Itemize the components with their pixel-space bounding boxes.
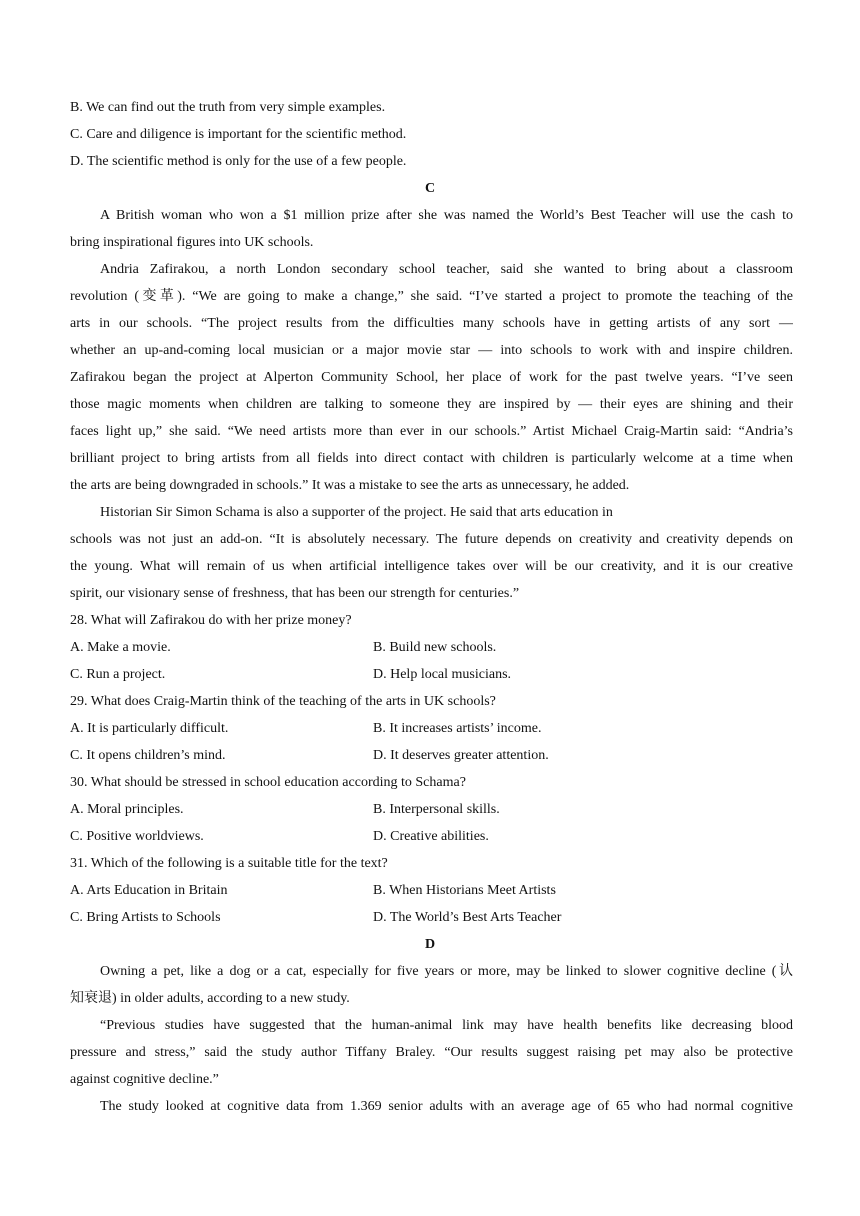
option-c-line: C. Care and diligence is important for the scientific method. (70, 127, 407, 142)
paragraph-line: “Previous studies have suggested that the human-animal link may have health benefits like decreasing blood (100, 1018, 793, 1033)
question-28: 28. What will Zafirakou do with her prize money? (70, 613, 352, 628)
option-d-line: D. The scientific method is only for the use of a few people. (70, 154, 407, 169)
question-30: 30. What should be stressed in school education according to Schama? (70, 775, 466, 790)
paragraph-line: Owning a pet, like a dog or a cat, especially for five years or more, may be linked to slower cognitive decline (认 (100, 964, 793, 979)
paragraph-line: pressure and stress,” said the study author Tiffany Braley. “Our results suggest raising pet may also be protective (70, 1045, 793, 1060)
paragraph-line: the young. What will remain of us when artificial intelligence takes over will be our creativity, and it is our creative (70, 559, 793, 574)
answer-option: C. Run a project. (70, 667, 166, 682)
paragraph-line: faces light up,” she said. “We need artists more than ever in our schools.” Artist Michael Craig-Martin said: “Andria’s (70, 424, 793, 439)
answer-option: D. The World’s Best Arts Teacher (373, 910, 562, 925)
paragraph-line: arts in our schools. “The project results from the difficulties many schools have in getting artists of any sort — (70, 316, 793, 331)
paragraph-line: Andria Zafirakou, a north London secondary school teacher, said she wanted to bring about a classroom (100, 262, 793, 277)
answer-option: D. Creative abilities. (373, 829, 489, 844)
paragraph-line: A British woman who won a $1 million prize after she was named the World’s Best Teacher will use the cash to (100, 208, 793, 223)
answer-option: A. Arts Education in Britain (70, 883, 228, 898)
paragraph-line: whether an up-and-coming local musician or a major movie star — into schools to work with and inspire children. (70, 343, 793, 358)
answer-option: B. When Historians Meet Artists (373, 883, 556, 898)
answer-option: D. Help local musicians. (373, 667, 512, 682)
paragraph-line: revolution (变革). “We are going to make a change,” she said. “I’ve started a project to promote the teaching of the (70, 289, 793, 304)
section-heading-d: D (424, 937, 436, 952)
answer-option: A. Make a movie. (70, 640, 171, 655)
answer-option: B. It increases artists’ income. (373, 721, 542, 736)
option-b-line: B. We can find out the truth from very simple examples. (70, 100, 386, 115)
answer-option: C. It opens children’s mind. (70, 748, 226, 763)
paragraph-line: The study looked at cognitive data from 1.369 senior adults with an average age of 65 who had normal cognitive (100, 1099, 793, 1114)
paragraph-line: brilliant project to bring artists from all fields into direct contact with children is particularly welcome at a time when (70, 451, 793, 466)
answer-option: A. Moral principles. (70, 802, 184, 817)
section-heading-c: C (424, 181, 436, 196)
answer-option: C. Bring Artists to Schools (70, 910, 221, 925)
paragraph-line: against cognitive decline.” (70, 1072, 219, 1087)
paragraph-line: the arts are being downgraded in schools.” It was a mistake to see the arts as unnecessary, he added. (70, 478, 630, 493)
paragraph-line: Historian Sir Simon Schama is also a supporter of the project. He said that arts education in (100, 505, 613, 520)
paragraph-line: schools was not just an add-on. “It is absolutely necessary. The future depends on creativity and creativity depends on (70, 532, 793, 547)
answer-option: B. Interpersonal skills. (373, 802, 500, 817)
answer-option: B. Build new schools. (373, 640, 497, 655)
question-29: 29. What does Craig-Martin think of the teaching of the arts in UK schools? (70, 694, 496, 709)
paragraph-line: those magic moments when children are talking to someone they are inspired by — their eyes are shining and their (70, 397, 793, 412)
paragraph-line: spirit, our visionary sense of freshness, that has been our strength for centuries.” (70, 586, 520, 601)
answer-option: C. Positive worldviews. (70, 829, 204, 844)
question-31: 31. Which of the following is a suitable title for the text? (70, 856, 388, 871)
paragraph-line: Zafirakou began the project at Alperton Community School, her place of work for the past twelve years. “I’ve seen (70, 370, 793, 385)
paragraph-line: 知衰退) in older adults, according to a new study. (70, 991, 350, 1006)
answer-option: D. It deserves greater attention. (373, 748, 549, 763)
answer-option: A. It is particularly difficult. (70, 721, 229, 736)
paragraph-line: bring inspirational figures into UK schools. (70, 235, 314, 250)
